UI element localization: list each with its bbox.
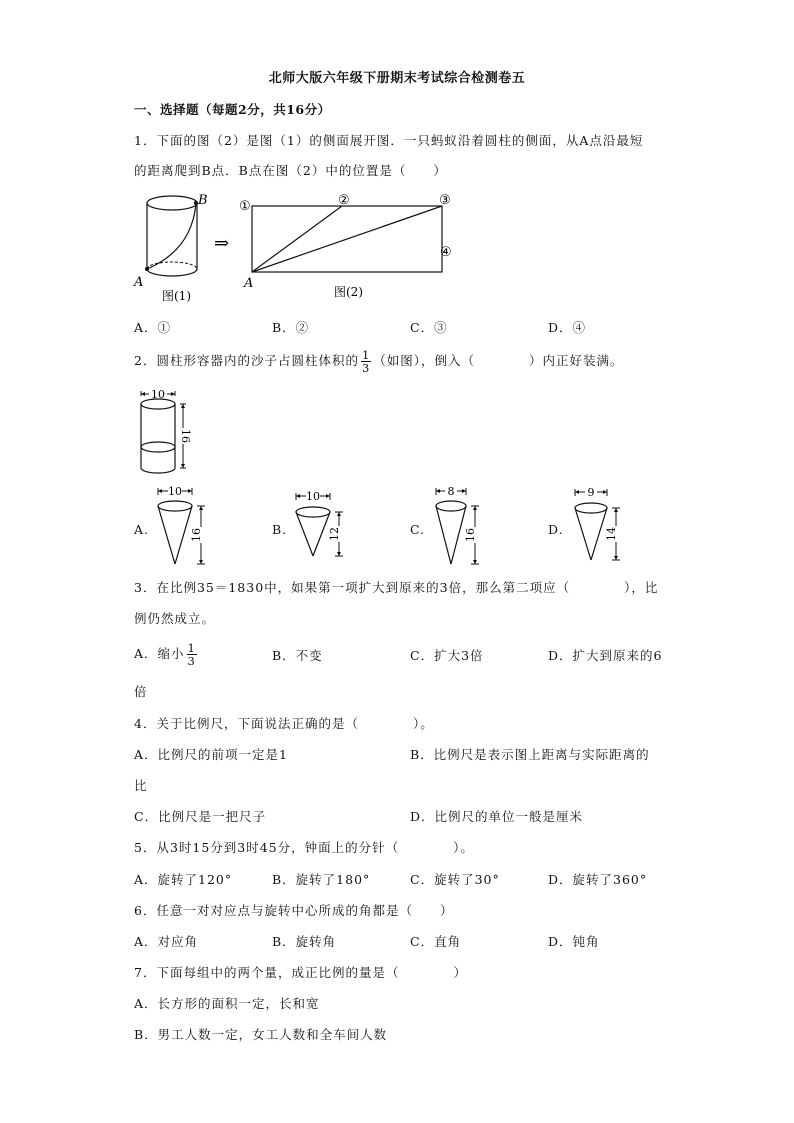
q3-option-b[interactable]: B．不变 — [272, 648, 323, 663]
q5-option-a[interactable]: A．旋转了120° — [134, 872, 233, 887]
q2-cone-c[interactable] — [430, 485, 492, 570]
q3-option-a[interactable] — [134, 638, 199, 670]
q6-option-c[interactable]: C．直角 — [410, 934, 462, 949]
q3-stem-line2: 例仍然成立。 — [134, 611, 216, 626]
q2-cone-a[interactable] — [155, 485, 217, 570]
q2-option-b-label[interactable]: B. — [272, 522, 288, 537]
q4-option-b-cont: 比 — [134, 778, 148, 793]
q6-option-a[interactable]: A．对应角 — [134, 934, 199, 949]
q3-stem-line1: 3．在比例35＝1830中，如果第一项扩大到原来的3倍，那么第二项应（ ），比 — [134, 580, 659, 595]
q3-frac-den: 3 — [187, 654, 196, 668]
cone-b-diameter: 10 — [306, 490, 320, 503]
cone-d-diameter: 9 — [587, 486, 595, 499]
q7-option-b[interactable]: B．男工人数一定，女工人数和全车间人数 — [134, 1027, 388, 1042]
q4-option-d[interactable]: D．比例尺的单位一般是厘米 — [410, 809, 584, 824]
q2-cyl-height: 16 — [179, 429, 192, 443]
q7-option-a[interactable]: A．长方形的面积一定，长和宽 — [134, 996, 320, 1011]
q6-stem: 6．任意一对对应点与旋转中心所成的角都是（ ） — [134, 903, 454, 918]
cone-d-height: 14 — [605, 527, 618, 541]
position-mark-1: ① — [239, 199, 251, 214]
cone-a-diameter: 10 — [168, 485, 182, 498]
q2-option-d-label[interactable]: D. — [548, 522, 564, 537]
q2-cylinder-figure — [130, 390, 200, 482]
q2-cyl-diameter: 10 — [151, 390, 165, 401]
q1-figure — [130, 190, 470, 305]
q1-label-b: B — [198, 193, 208, 208]
position-mark-4: ④ — [440, 245, 452, 260]
q1-stem-line1: 1．下面的图（2）是图（1）的侧面展开图．一只蚂蚁沿着圆柱的侧面，从A点沿最短 — [134, 133, 644, 148]
q2-frac-num: 1 — [361, 348, 371, 362]
q5-option-b[interactable]: B．旋转了180° — [272, 872, 371, 887]
q1-label-a-fig2: A — [244, 276, 254, 291]
q1-unfolded-figure — [239, 193, 452, 299]
q5-stem: 5．从3时15分到3时45分，钟面上的分针（ ）。 — [134, 840, 474, 855]
section-heading: 一、选择题（每题2分，共16分） — [134, 102, 331, 117]
q6-option-b[interactable]: B．旋转角 — [272, 934, 337, 949]
cone-a-height: 16 — [190, 528, 203, 542]
q2-cone-d[interactable] — [570, 486, 632, 570]
q3-frac-num: 1 — [187, 641, 196, 655]
q4-option-b[interactable]: B．比例尺是表示图上距离与实际距离的 — [410, 747, 650, 762]
q2-option-c-label[interactable]: C. — [410, 522, 426, 537]
q3-option-d-cont: 倍 — [134, 684, 148, 699]
q6-option-d[interactable]: D．钝角 — [548, 934, 600, 949]
q1-option-b[interactable]: B．② — [272, 320, 310, 335]
q5-option-d[interactable]: D．旋转了360° — [548, 872, 648, 887]
q2-fraction — [361, 349, 371, 374]
q5-option-c[interactable]: C．旋转了30° — [410, 872, 500, 887]
arrow-icon: ⇒ — [214, 233, 230, 254]
position-mark-3: ③ — [439, 193, 451, 208]
q2-stem — [134, 345, 624, 377]
q1-fig2-caption: 图(2) — [334, 285, 363, 299]
q3-option-a-text: A．缩小 — [134, 646, 185, 661]
q4-stem: 4．关于比例尺，下面说法正确的是（ ）。 — [134, 716, 434, 731]
q7-stem: 7．下面每组中的两个量，成正比例的量是（ ） — [134, 965, 467, 980]
q1-cylinder-figure — [133, 193, 208, 303]
position-mark-2: ② — [338, 193, 350, 208]
q4-option-a[interactable]: A．比例尺的前项一定是1 — [134, 747, 288, 762]
q1-option-d[interactable]: D．④ — [548, 320, 587, 335]
q1-fig1-caption: 图(1) — [162, 289, 191, 303]
q3-option-d[interactable]: D．扩大到原来的6 — [548, 648, 663, 663]
cone-b-height: 12 — [328, 527, 341, 541]
q2-frac-den: 3 — [361, 361, 371, 375]
q3-option-c[interactable]: C．扩大3倍 — [410, 648, 484, 663]
q1-stem-line2: 的距离爬到B点．B点在图（2）中的位置是（ ） — [134, 163, 447, 178]
q1-option-c[interactable]: C．③ — [410, 320, 448, 335]
q2-stem-pre: 2．圆柱形容器内的沙子占圆柱体积的 — [134, 353, 359, 368]
page-title: 北师大版六年级下册期末考试综合检测卷五 — [268, 71, 526, 86]
q2-stem-post: （如图），倒入（ ）内正好装满。 — [373, 353, 624, 368]
q2-option-a-label[interactable]: A. — [134, 522, 150, 537]
q3-option-a-fraction — [187, 642, 197, 667]
q1-option-a[interactable]: A．① — [134, 320, 172, 335]
q1-label-a-fig1: A — [134, 275, 144, 290]
q2-cone-b[interactable] — [292, 490, 354, 570]
cone-c-height: 16 — [464, 528, 477, 542]
q4-option-c[interactable]: C．比例尺是一把尺子 — [134, 809, 267, 824]
cone-c-diameter: 8 — [447, 485, 455, 498]
